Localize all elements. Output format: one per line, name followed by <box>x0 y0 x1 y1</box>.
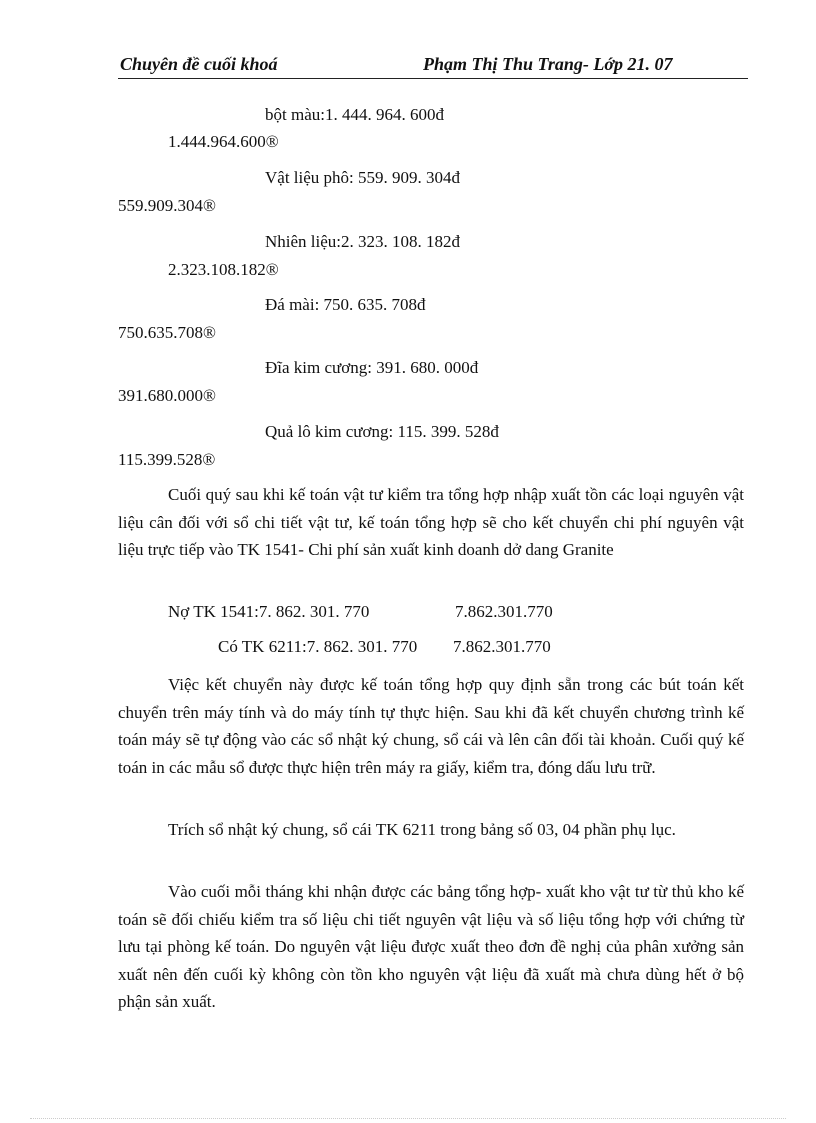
item-label: Đĩa kim cương: 391. 680. 000đ <box>265 358 479 377</box>
credit-entry-amount: 7.862.301.770 <box>453 637 551 656</box>
item-label: bột màu:1. 444. 964. 600đ <box>265 105 444 124</box>
item-amount: 559.909.304® <box>118 196 216 215</box>
item-amount: 391.680.000® <box>118 386 216 405</box>
header-topic: Chuyên đề cuối khoá <box>120 54 278 74</box>
item-label: Vật liệu phô: 559. 909. 304đ <box>265 168 461 187</box>
credit-entry-label: Có TK 6211:7. 862. 301. 770 <box>218 637 418 656</box>
item-amount: 750.635.708® <box>118 323 216 342</box>
debit-entry-label: Nợ TK 1541:7. 862. 301. 770 <box>168 602 370 621</box>
paragraph-process: Việc kết chuyển này được kế toán tổng hợp quy định sẵn trong các bút toán kết chuyển trên máy tính và do máy tính tự thực hiện. Sau khi đã kết chuyển chương trình kế toán máy sẽ tự động vào các sổ nhật ký chung, sổ cái và lên cân đối tài khoản. Cuối quý kế toán in các mẫu sổ được thực hiện trên máy ra giấy, kiểm tra, đóng dấu lưu trữ. <box>118 675 744 777</box>
item-label: Nhiên liệu:2. 323. 108. 182đ <box>265 232 461 251</box>
header-author: Phạm Thị Thu Trang- Lớp 21. 07 <box>423 54 673 74</box>
paragraph-reference: Trích sổ nhật ký chung, sổ cái TK 6211 trong bảng số 03, 04 phần phụ lục. <box>168 820 676 839</box>
item-amount: 1.444.964.600® <box>168 132 279 151</box>
item-amount: 2.323.108.182® <box>168 260 279 279</box>
page-bottom-divider <box>30 1118 786 1119</box>
page-header <box>118 52 748 79</box>
paragraph-transfer: Cuối quý sau khi kế toán vật tư kiểm tra tổng hợp nhập xuất tồn các loại nguyên vật liệu cân đối với sổ chi tiết vật tư, kế toán tổng hợp sẽ cho kết chuyển chi phí nguyên vật liệu trực tiếp vào TK 1541- Chi phí sản xuất kinh doanh dở dang Granite <box>118 485 744 559</box>
debit-entry-amount: 7.862.301.770 <box>455 602 553 621</box>
item-label: Quả lô kim cương: 115. 399. 528đ <box>265 422 499 441</box>
item-amount: 115.399.528® <box>118 450 216 469</box>
item-label: Đá mài: 750. 635. 708đ <box>265 295 426 314</box>
paragraph-monthly-check: Vào cuối mỗi tháng khi nhận được các bảng tổng hợp- xuất kho vật tư từ thủ kho kế toán sẽ đối chiếu kiểm tra số liệu chi tiết nguyên vật liệu và số liệu tổng hợp với chứng từ lưu tại phòng kế toán. Do nguyên vật liệu được xuất theo đơn đề nghị của phân xưởng sản xuất nên đến cuối kỳ không còn tồn kho nguyên vật liệu đã xuất mà chưa dùng hết ở bộ phận sản xuất. <box>118 882 744 1011</box>
